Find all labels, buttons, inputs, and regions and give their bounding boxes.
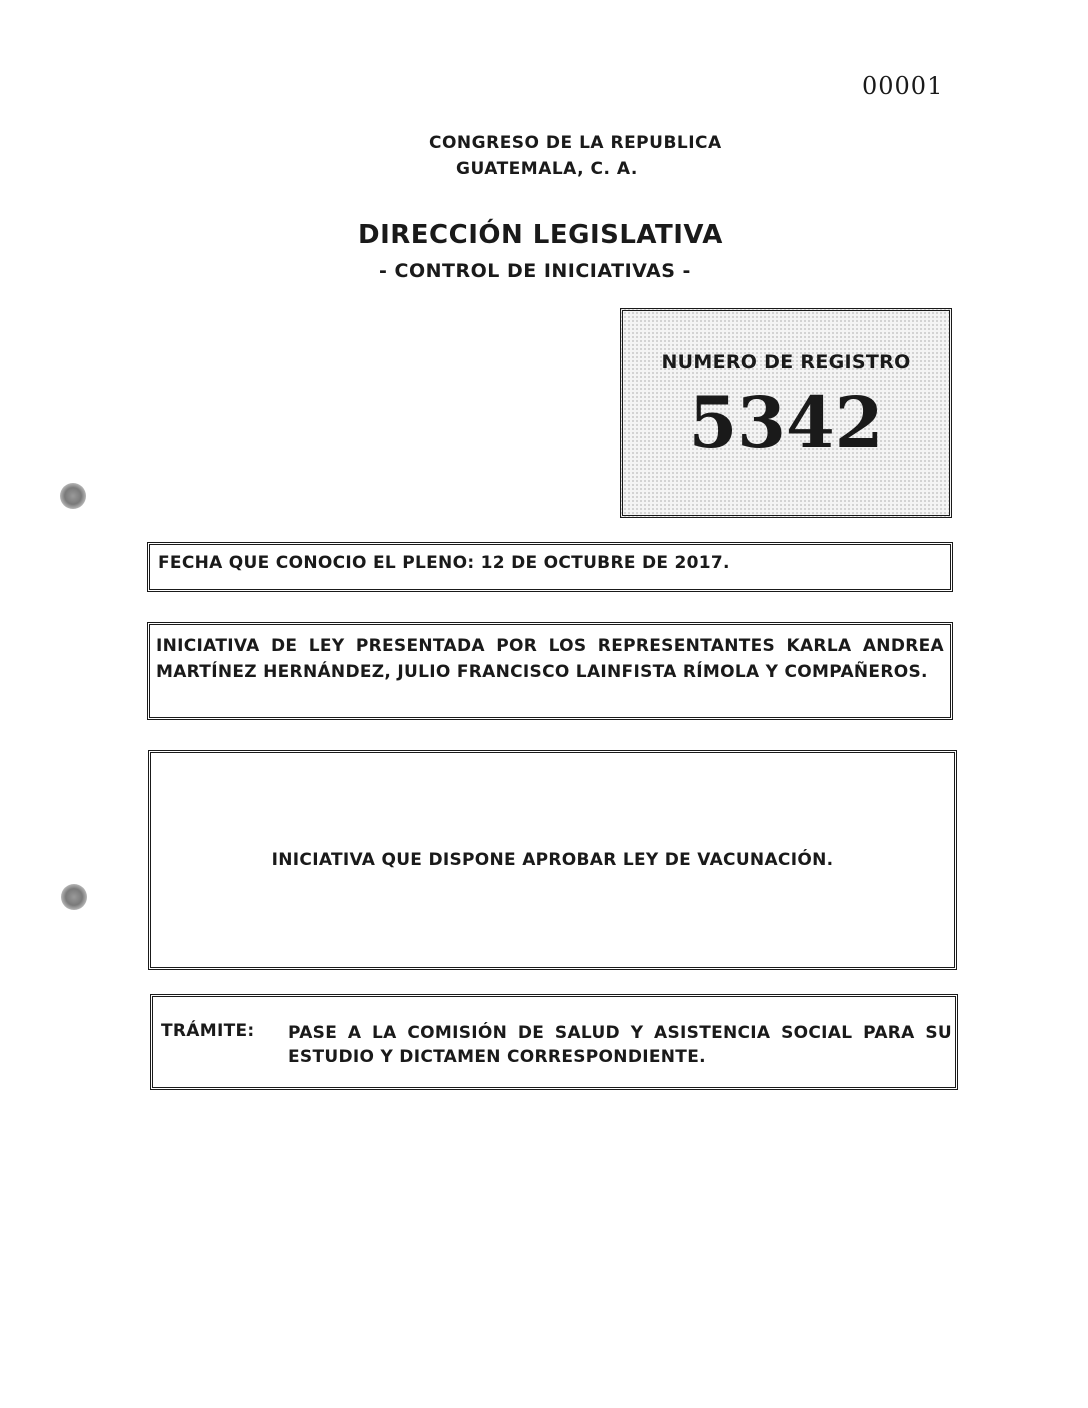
registro-label: NUMERO DE REGISTRO [661,351,911,373]
fecha-pleno-text: FECHA QUE CONOCIO EL PLENO: 12 DE OCTUBRE DE 2017. [158,553,730,573]
header-congreso: CONGRESO DE LA REPUBLICA [429,133,722,153]
punch-hole [61,884,87,910]
tramite-box [150,994,958,1090]
asunto-text: INICIATIVA QUE DISPONE APROBAR LEY DE VACUNACIÓN. [271,850,834,870]
presentada-box [147,622,953,720]
tramite-text: PASE A LA COMISIÓN DE SALUD Y ASISTENCIA SOCIAL PARA SU ESTUDIO Y DICTAMEN CORRESPONDIENTE. [288,1023,952,1067]
header-guatemala: GUATEMALA, C. A. [456,159,638,179]
document-subtitle: - CONTROL DE INICIATIVAS - [379,260,691,282]
registro-box [620,308,952,518]
document-title: DIRECCIÓN LEGISLATIVA [358,220,723,250]
asunto-box [148,750,957,970]
punch-hole [60,483,86,509]
presentada-text: INICIATIVA DE LEY PRESENTADA POR LOS REPRESENTANTES KARLA ANDREA MARTÍNEZ HERNÁNDEZ, JULIO FRANCISCO LAINFISTA RÍMOLA Y COMPAÑEROS. [156,636,944,682]
fecha-pleno-box [147,542,953,592]
registro-number: 5342 [688,381,884,464]
tramite-label: TRÁMITE: [161,1021,255,1041]
page-number: 00001 [862,72,944,100]
